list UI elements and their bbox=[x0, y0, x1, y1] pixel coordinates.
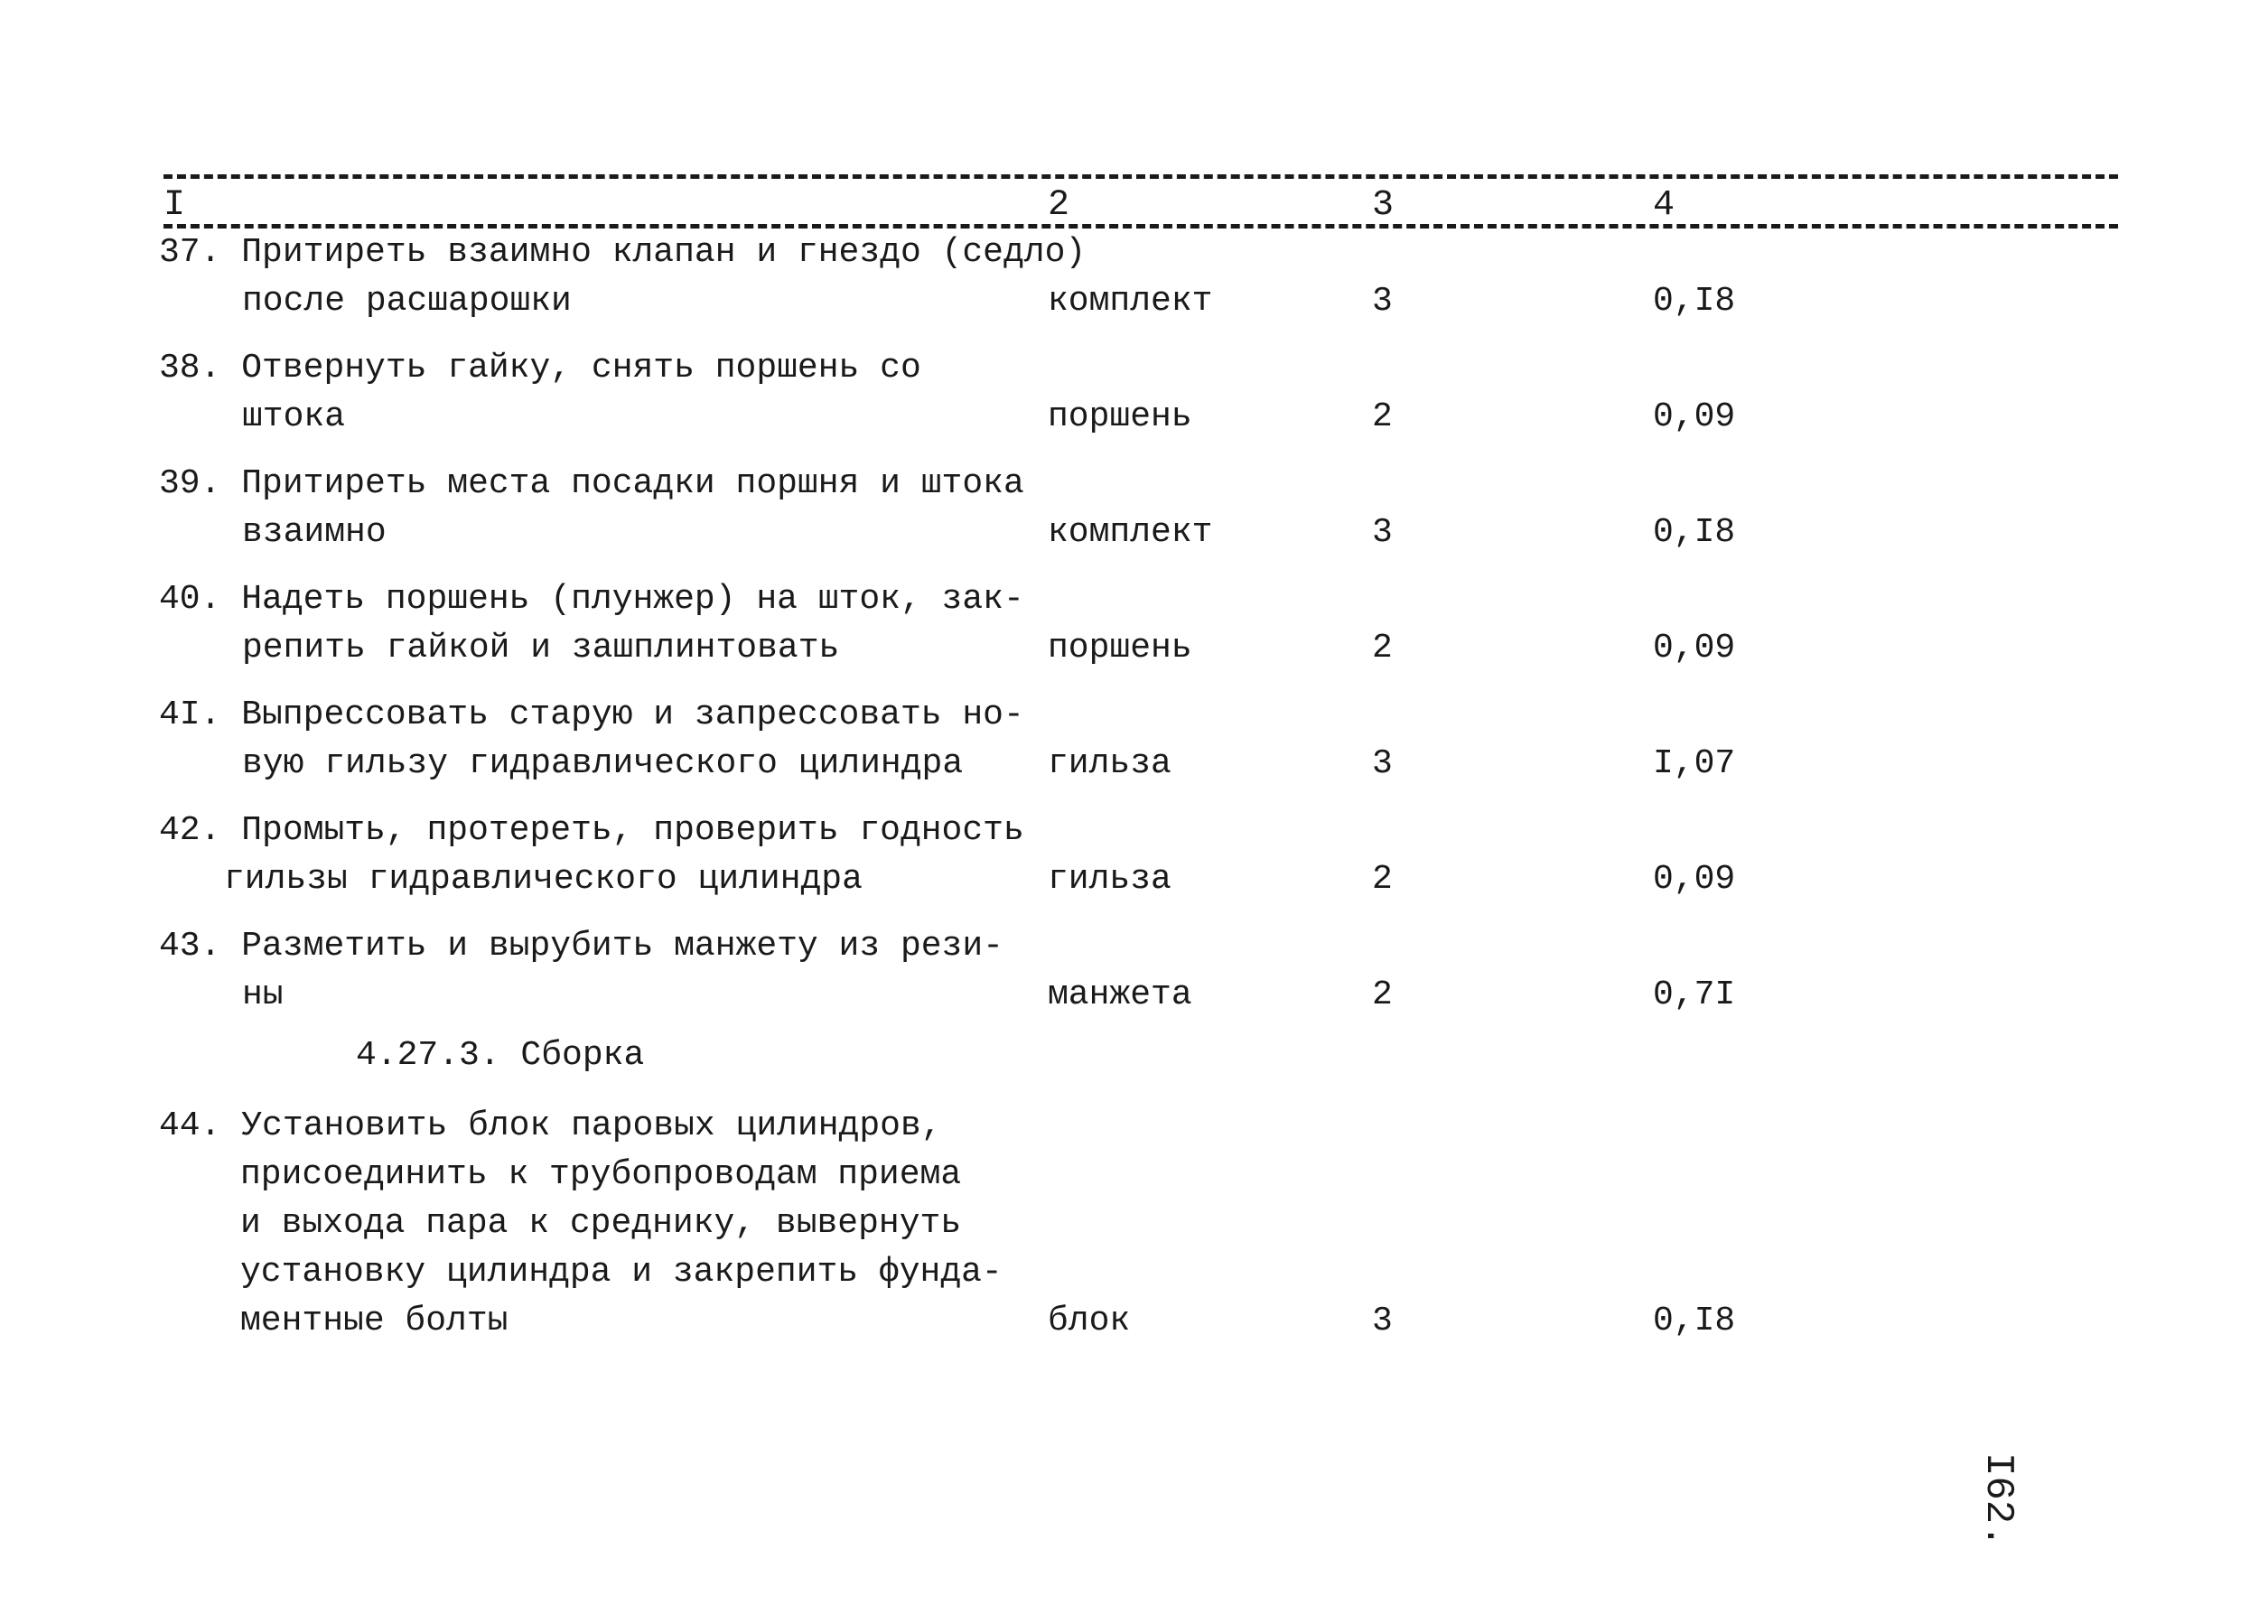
unit-cell: поршень bbox=[1048, 397, 1192, 436]
description-line-2: присоединить к трубопроводам приема bbox=[240, 1155, 962, 1194]
description-line-1: Притиреть взаимно клапан и гнездо (седло) bbox=[241, 233, 1087, 272]
category-cell: 3 bbox=[1372, 282, 1393, 321]
category-cell: 3 bbox=[1372, 744, 1393, 783]
column-number-4: 4 bbox=[1653, 185, 1675, 226]
description-line-1: Разметить и вырубить манжету из рези- bbox=[241, 927, 1003, 966]
category-cell: 3 bbox=[1372, 513, 1393, 552]
category-cell: 2 bbox=[1372, 397, 1393, 436]
norm-cell: 0,09 bbox=[1653, 397, 1736, 436]
category-cell: 2 bbox=[1372, 975, 1393, 1014]
description-line-5: ментные болты bbox=[240, 1302, 509, 1340]
row-description bbox=[159, 575, 1044, 673]
description-line-2: взаимно bbox=[242, 513, 387, 552]
column-number-1: I bbox=[163, 185, 186, 226]
category-cell: 2 bbox=[1372, 629, 1393, 667]
description-line-4: установку цилиндра и закрепить фунда- bbox=[240, 1253, 1003, 1292]
unit-cell: манжета bbox=[1048, 975, 1192, 1014]
description-line-1: Установить блок паровых цилиндров, bbox=[241, 1106, 942, 1145]
row-description bbox=[159, 460, 1044, 557]
row-description bbox=[159, 691, 1044, 789]
unit-cell: поршень bbox=[1048, 629, 1192, 667]
row-description bbox=[159, 1102, 1044, 1346]
description-line-2: штока bbox=[242, 397, 346, 436]
header-top-rule bbox=[163, 174, 2118, 179]
page-number: I62. bbox=[1975, 1452, 2021, 1548]
section-heading: 4.27.3. Сборка bbox=[356, 1036, 645, 1075]
norm-cell: 0,09 bbox=[1653, 629, 1736, 667]
description-line-1: Промыть, протереть, проверить годность bbox=[241, 811, 1024, 850]
norm-cell: 0,I8 bbox=[1653, 1302, 1736, 1340]
description-line-1: Выпрессовать старую и запрессовать но- bbox=[241, 695, 1024, 734]
norm-cell: 0,I8 bbox=[1653, 513, 1736, 552]
row-number: 4I. bbox=[159, 695, 221, 734]
norm-cell: 0,7I bbox=[1653, 975, 1736, 1014]
description-line-2: вую гильзу гидравлического цилиндра bbox=[242, 744, 964, 783]
row-description bbox=[159, 922, 1044, 1020]
unit-cell: комплект bbox=[1048, 282, 1213, 321]
description-line-2: гильзы гидравлического цилиндра bbox=[224, 860, 863, 899]
category-cell: 3 bbox=[1372, 1302, 1393, 1340]
description-line-1: Надеть поршень (плунжер) на шток, зак- bbox=[241, 580, 1024, 619]
description-line-2: репить гайкой и зашплинтовать bbox=[242, 629, 840, 667]
row-number: 44. bbox=[159, 1106, 221, 1145]
norm-cell: 0,09 bbox=[1653, 860, 1736, 899]
column-number-2: 2 bbox=[1048, 185, 1070, 226]
unit-cell: комплект bbox=[1048, 513, 1213, 552]
row-description bbox=[159, 229, 1087, 326]
norm-cell: I,07 bbox=[1653, 744, 1736, 783]
row-number: 38. bbox=[159, 349, 221, 387]
row-number: 42. bbox=[159, 811, 221, 850]
row-number: 37. bbox=[159, 233, 221, 272]
description-line-2: после расшарошки bbox=[242, 282, 572, 321]
column-number-3: 3 bbox=[1372, 185, 1395, 226]
description-line-2: ны bbox=[242, 975, 284, 1014]
description-line-1: Отвернуть гайку, снять поршень со bbox=[241, 349, 921, 387]
unit-cell: блок bbox=[1048, 1302, 1131, 1340]
category-cell: 2 bbox=[1372, 860, 1393, 899]
row-number: 43. bbox=[159, 927, 221, 966]
description-line-1: Притиреть места посадки поршня и штока bbox=[241, 464, 1024, 503]
unit-cell: гильза bbox=[1048, 860, 1171, 899]
row-description bbox=[159, 807, 1044, 904]
row-number: 39. bbox=[159, 464, 221, 503]
unit-cell: гильза bbox=[1048, 744, 1171, 783]
description-line-3: и выхода пара к среднику, вывернуть bbox=[240, 1204, 962, 1243]
row-description bbox=[159, 344, 1044, 442]
norm-cell: 0,I8 bbox=[1653, 282, 1736, 321]
row-number: 40. bbox=[159, 580, 221, 619]
